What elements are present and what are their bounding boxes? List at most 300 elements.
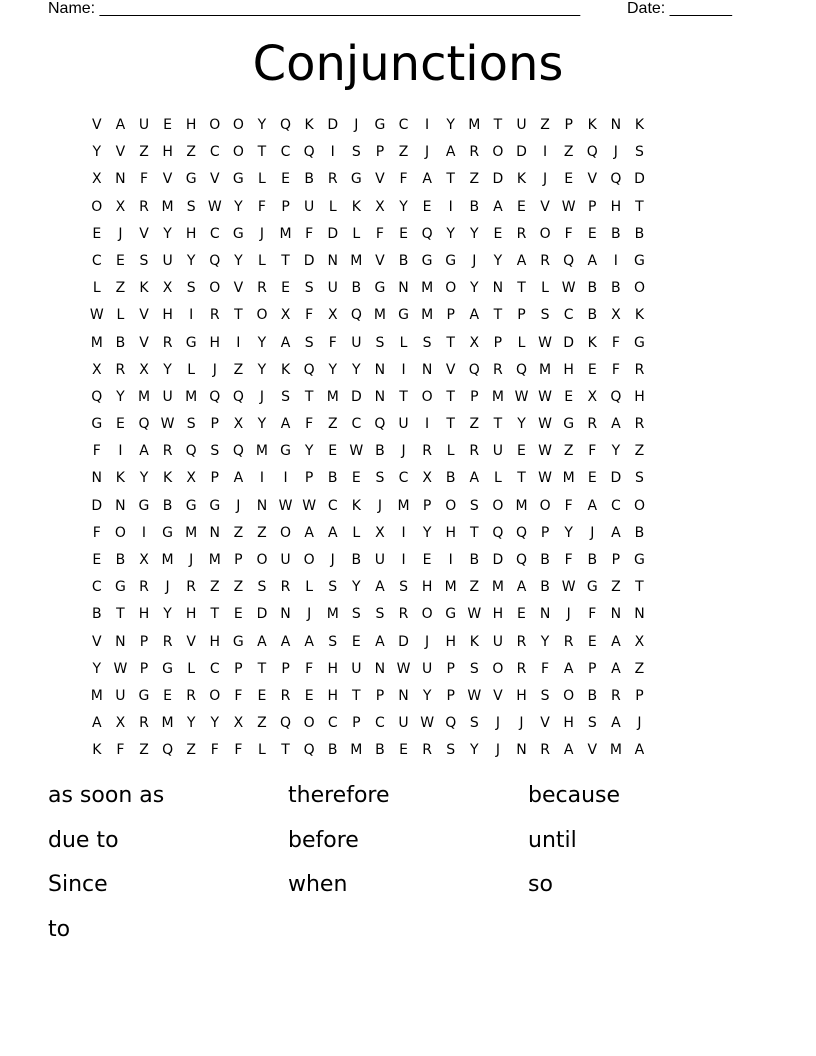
grid-letter: A — [422, 171, 432, 188]
grid-letter: T — [493, 307, 503, 324]
grid-letter: S — [186, 416, 196, 433]
grid-letter: R — [493, 361, 503, 378]
grid-letter: D — [256, 606, 268, 623]
grid-letter: T — [493, 416, 503, 433]
grid-letter: A — [375, 579, 385, 596]
grid-row — [85, 332, 651, 359]
grid-letter: E — [163, 117, 172, 133]
grid-letter: M — [90, 687, 103, 704]
grid-letter: Z — [233, 361, 244, 378]
grid-letter: N — [209, 524, 220, 541]
grid-letter: Z — [257, 524, 267, 541]
grid-letter: Y — [564, 524, 573, 541]
grid-letter: T — [304, 388, 314, 405]
grid-letter: P — [375, 144, 385, 161]
grid-letter: N — [256, 497, 268, 514]
grid-letter: E — [92, 225, 102, 242]
grid-letter: Z — [186, 144, 196, 161]
grid-letter: Q — [515, 524, 527, 541]
grid-letter: O — [563, 687, 575, 704]
grid-letter: Y — [517, 416, 526, 433]
grid-letter: Y — [139, 470, 149, 487]
grid-letter: R — [469, 144, 480, 161]
grid-letter: O — [209, 117, 221, 133]
grid-letter: Q — [209, 252, 221, 269]
grid-letter: U — [162, 388, 173, 405]
grid-letter: Y — [210, 715, 220, 732]
grid-letter: Q — [303, 144, 315, 161]
grid-row — [85, 440, 651, 467]
grid-letter: O — [445, 280, 457, 297]
grid-letter: P — [304, 470, 314, 487]
grid-letter: Y — [257, 361, 267, 378]
grid-letter: H — [445, 524, 456, 541]
grid-letter: Z — [115, 280, 126, 297]
grid-letter: V — [115, 144, 126, 161]
grid-letter: Q — [232, 388, 244, 405]
grid-letter: J — [189, 552, 194, 568]
grid-letter: S — [422, 334, 432, 351]
grid-letter: J — [377, 497, 382, 514]
grid-letter: O — [445, 497, 457, 514]
grid-row — [85, 685, 651, 712]
grid-letter: W — [420, 715, 435, 732]
grid-letter: W — [207, 198, 222, 215]
grid-letter: U — [516, 117, 527, 133]
grid-letter: U — [280, 552, 291, 568]
grid-letter: Q — [303, 361, 315, 378]
grid-letter: C — [610, 497, 621, 514]
grid-letter: N — [610, 606, 622, 623]
grid-letter: J — [259, 388, 265, 405]
grid-letter: S — [281, 388, 290, 405]
grid-letter: X — [92, 361, 102, 378]
grid-letter: E — [92, 552, 102, 568]
grid-letter: W — [538, 388, 552, 405]
grid-letter: F — [564, 497, 573, 514]
grid-letter: M — [279, 225, 292, 242]
word-list-item: because — [528, 783, 621, 808]
grid-letter: Q — [138, 416, 150, 433]
word-list-item: therefore — [288, 783, 390, 808]
grid-letter: P — [139, 633, 149, 650]
grid-letter: G — [185, 171, 197, 188]
grid-letter: A — [469, 307, 480, 324]
grid-letter: K — [162, 470, 173, 487]
grid-letter: I — [118, 443, 123, 460]
grid-letter: I — [543, 144, 548, 161]
grid-letter: S — [469, 715, 479, 732]
grid-letter: V — [139, 225, 149, 242]
grid-letter: E — [564, 171, 574, 188]
grid-letter: N — [327, 252, 338, 269]
grid-letter: V — [233, 280, 244, 297]
grid-letter: M — [161, 715, 174, 732]
grid-row — [85, 576, 651, 603]
grid-letter: T — [257, 660, 267, 677]
grid-letter: N — [398, 687, 409, 704]
grid-letter: P — [352, 715, 361, 732]
grid-letter: X — [280, 307, 291, 324]
grid-letter: Z — [563, 443, 574, 460]
grid-letter: X — [327, 307, 338, 324]
grid-letter: E — [257, 687, 267, 704]
grid-letter: N — [115, 497, 126, 514]
grid-letter: F — [541, 660, 550, 677]
grid-letter: P — [635, 687, 644, 704]
grid-letter: U — [374, 552, 386, 568]
grid-letter: N — [421, 361, 433, 378]
grid-letter: G — [114, 579, 126, 596]
grid-letter: E — [422, 552, 432, 568]
grid-letter: B — [587, 307, 598, 324]
grid-row — [85, 141, 651, 168]
grid-letter: W — [467, 606, 482, 623]
grid-letter: G — [634, 334, 645, 351]
grid-letter: W — [302, 497, 317, 514]
grid-letter: H — [138, 606, 150, 623]
grid-letter: K — [115, 470, 125, 487]
grid-letter: E — [304, 687, 314, 704]
grid-letter: F — [234, 687, 243, 704]
grid-letter: R — [280, 579, 291, 596]
grid-letter: C — [398, 117, 409, 133]
grid-letter: N — [516, 742, 527, 759]
grid-letter: A — [587, 252, 598, 269]
grid-letter: R — [634, 416, 645, 433]
grid-letter: O — [633, 280, 645, 297]
grid-letter: Y — [234, 252, 243, 269]
grid-letter: C — [91, 579, 102, 596]
grid-letter: T — [517, 280, 526, 297]
grid-letter: V — [540, 715, 550, 732]
grid-letter: L — [258, 742, 266, 759]
grid-letter: L — [328, 198, 337, 215]
grid-letter: Y — [257, 416, 267, 433]
page-title: Conjunctions — [252, 36, 564, 92]
grid-letter: N — [91, 470, 103, 487]
grid-letter: G — [398, 307, 409, 324]
grid-letter: Q — [162, 742, 174, 759]
grid-letter: X — [611, 307, 621, 324]
grid-letter: T — [210, 606, 220, 623]
grid-letter: G — [232, 225, 244, 242]
grid-letter: O — [303, 715, 315, 732]
grid-letter: R — [422, 443, 432, 460]
grid-letter: A — [92, 715, 102, 732]
grid-letter: M — [373, 307, 386, 324]
grid-letter: Y — [446, 117, 455, 133]
grid-letter: E — [328, 443, 338, 460]
grid-letter: F — [399, 171, 408, 188]
grid-letter: B — [327, 742, 338, 759]
grid-letter: M — [468, 117, 481, 133]
grid-letter: S — [446, 742, 456, 759]
grid-letter: O — [303, 552, 315, 568]
grid-letter: Z — [540, 117, 550, 133]
grid-letter: I — [448, 552, 453, 568]
grid-letter: B — [375, 443, 385, 460]
grid-letter: Z — [233, 524, 244, 541]
grid-letter: K — [351, 497, 361, 514]
grid-letter: G — [374, 280, 386, 297]
grid-letter: T — [257, 144, 267, 161]
grid-letter: J — [401, 443, 406, 460]
grid-letter: H — [162, 144, 173, 161]
grid-letter: C — [91, 252, 102, 269]
grid-letter: V — [186, 633, 196, 650]
worksheet-header — [48, 0, 748, 20]
grid-letter: H — [327, 687, 338, 704]
grid-letter: G — [138, 497, 150, 514]
grid-letter: X — [375, 524, 385, 541]
grid-letter: A — [493, 198, 503, 215]
grid-letter: V — [493, 687, 503, 704]
grid-letter: G — [421, 252, 433, 269]
grid-letter: G — [445, 252, 457, 269]
grid-letter: B — [469, 198, 480, 215]
grid-letter: M — [609, 742, 622, 759]
grid-letter: U — [492, 633, 504, 650]
grid-letter: W — [89, 307, 104, 324]
word-list-item: so — [528, 872, 553, 897]
grid-letter: Q — [563, 252, 575, 269]
grid-letter: H — [209, 334, 221, 351]
word-list-item: when — [288, 872, 348, 897]
grid-letter: Q — [421, 225, 433, 242]
grid-letter: H — [185, 606, 197, 623]
grid-letter: P — [375, 687, 385, 704]
date-field-label: Date: _______ — [627, 0, 732, 17]
grid-letter: F — [564, 552, 573, 568]
grid-letter: L — [352, 225, 361, 242]
grid-letter: B — [398, 252, 409, 269]
grid-letter: Z — [139, 144, 149, 161]
grid-letter: B — [327, 470, 338, 487]
grid-letter: U — [327, 280, 338, 297]
grid-letter: Q — [185, 443, 197, 460]
grid-letter: P — [470, 388, 479, 405]
grid-letter: P — [493, 334, 503, 351]
grid-letter: A — [280, 633, 291, 650]
grid-letter: V — [445, 361, 456, 378]
grid-letter: I — [401, 524, 406, 541]
word-list-item: as soon as — [48, 783, 165, 808]
grid-letter: B — [540, 579, 550, 596]
grid-letter: O — [421, 388, 433, 405]
grid-letter: X — [375, 198, 385, 215]
grid-letter: K — [351, 198, 361, 215]
grid-letter: R — [516, 660, 527, 677]
grid-letter: L — [258, 252, 266, 269]
grid-letter: J — [566, 606, 571, 623]
grid-letter: V — [540, 198, 550, 215]
grid-letter: A — [115, 117, 126, 133]
grid-letter: Y — [304, 443, 314, 460]
grid-letter: S — [304, 334, 314, 351]
grid-letter: L — [352, 524, 361, 541]
grid-letter: R — [162, 334, 173, 351]
grid-letter: D — [492, 171, 504, 188]
grid-letter: A — [587, 497, 598, 514]
grid-letter: C — [351, 416, 362, 433]
grid-letter: A — [233, 470, 244, 487]
grid-letter: Y — [234, 198, 243, 215]
grid-letter: Z — [611, 579, 621, 596]
grid-letter: P — [588, 660, 597, 677]
grid-letter: S — [375, 606, 385, 623]
grid-letter: D — [350, 388, 362, 405]
grid-letter: M — [444, 579, 457, 596]
grid-letter: X — [186, 470, 196, 487]
grid-letter: M — [137, 388, 151, 405]
grid-letter: Y — [470, 225, 479, 242]
grid-row — [85, 658, 651, 685]
grid-letter: G — [634, 252, 645, 269]
grid-letter: E — [399, 225, 408, 242]
grid-letter: V — [139, 307, 149, 324]
grid-letter: R — [186, 687, 197, 704]
grid-letter: G — [232, 633, 244, 650]
name-field-label: Name: ______________________________________________________ — [48, 0, 581, 17]
grid-row — [85, 277, 651, 304]
grid-letter: Z — [634, 660, 645, 677]
grid-letter: Y — [399, 198, 408, 215]
grid-letter: S — [635, 144, 644, 161]
grid-row — [85, 631, 651, 658]
word-list-item: Since — [48, 872, 108, 897]
grid-letter: F — [328, 334, 337, 351]
grid-letter: Q — [303, 742, 315, 759]
grid-letter: Y — [163, 361, 172, 378]
grid-letter: W — [561, 280, 576, 297]
grid-letter: P — [210, 416, 219, 433]
grid-letter: G — [162, 524, 173, 541]
grid-letter: Z — [469, 416, 480, 433]
grid-letter: D — [516, 144, 527, 161]
grid-letter: M — [397, 497, 410, 514]
grid-letter: B — [634, 225, 645, 242]
grid-letter: E — [115, 252, 125, 269]
grid-letter: E — [115, 416, 125, 433]
grid-letter: B — [115, 552, 126, 568]
grid-letter: L — [305, 579, 314, 596]
grid-letter: J — [425, 633, 430, 650]
grid-letter: H — [162, 307, 173, 324]
grid-letter: G — [185, 334, 197, 351]
grid-letter: R — [327, 171, 338, 188]
grid-letter: B — [611, 280, 621, 297]
grid-row — [85, 114, 651, 141]
grid-letter: A — [611, 715, 621, 732]
grid-letter: G — [232, 171, 244, 188]
grid-letter: D — [398, 633, 409, 650]
grid-letter: E — [281, 171, 290, 188]
grid-letter: A — [280, 334, 291, 351]
grid-letter: S — [469, 660, 479, 677]
grid-letter: R — [139, 715, 149, 732]
grid-letter: T — [116, 606, 125, 623]
grid-letter: G — [445, 606, 457, 623]
grid-letter: W — [538, 470, 552, 487]
grid-letter: R — [540, 742, 550, 759]
grid-letter: S — [186, 280, 196, 297]
grid-letter: Q — [445, 715, 457, 732]
grid-letter: J — [425, 144, 430, 161]
grid-letter: T — [493, 117, 503, 133]
grid-letter: R — [563, 633, 574, 650]
grid-letter: C — [209, 225, 220, 242]
grid-letter: D — [303, 252, 315, 269]
grid-letter: O — [232, 117, 244, 133]
grid-letter: D — [610, 470, 622, 487]
grid-letter: A — [611, 416, 621, 433]
grid-letter: R — [115, 361, 126, 378]
word-list — [48, 778, 768, 956]
grid-letter: G — [91, 416, 103, 433]
grid-row — [85, 495, 651, 522]
grid-letter: B — [115, 334, 126, 351]
grid-letter: Y — [422, 524, 432, 541]
grid-letter: Q — [91, 388, 103, 405]
grid-letter: O — [209, 280, 221, 297]
grid-letter: E — [517, 443, 526, 460]
grid-letter: O — [539, 497, 551, 514]
grid-letter: B — [469, 552, 480, 568]
grid-letter: K — [587, 117, 597, 133]
grid-letter: Y — [493, 252, 503, 269]
grid-row — [85, 196, 651, 223]
grid-letter: T — [281, 252, 290, 269]
grid-letter: I — [425, 117, 430, 133]
grid-letter: S — [540, 307, 550, 324]
grid-letter: N — [374, 388, 386, 405]
grid-letter: H — [516, 687, 527, 704]
grid-letter: J — [212, 361, 217, 378]
grid-letter: B — [91, 606, 102, 623]
grid-letter: A — [304, 524, 314, 541]
grid-letter: O — [209, 687, 221, 704]
grid-letter: O — [633, 497, 645, 514]
grid-letter: G — [162, 660, 173, 677]
grid-letter: R — [139, 198, 149, 215]
grid-letter: Z — [634, 443, 645, 460]
grid-letter: T — [234, 307, 243, 324]
grid-letter: M — [562, 470, 575, 487]
grid-letter: B — [162, 497, 173, 514]
grid-letter: Z — [186, 742, 196, 759]
grid-letter: V — [92, 117, 102, 133]
grid-letter: B — [634, 524, 645, 541]
grid-letter: K — [469, 633, 479, 650]
grid-letter: Q — [468, 361, 480, 378]
grid-letter: F — [116, 742, 125, 759]
grid-letter: U — [138, 117, 150, 133]
grid-letter: S — [399, 579, 408, 596]
grid-letter: T — [446, 171, 455, 188]
grid-letter: J — [354, 117, 359, 133]
grid-letter: B — [375, 742, 385, 759]
grid-letter: S — [139, 252, 149, 269]
grid-letter: W — [538, 443, 552, 460]
grid-letter: I — [425, 416, 430, 433]
grid-letter: O — [421, 606, 433, 623]
grid-letter: G — [280, 443, 291, 460]
grid-letter: G — [209, 497, 221, 514]
grid-letter: Q — [280, 715, 292, 732]
grid-letter: Q — [232, 443, 244, 460]
grid-letter: B — [587, 552, 598, 568]
